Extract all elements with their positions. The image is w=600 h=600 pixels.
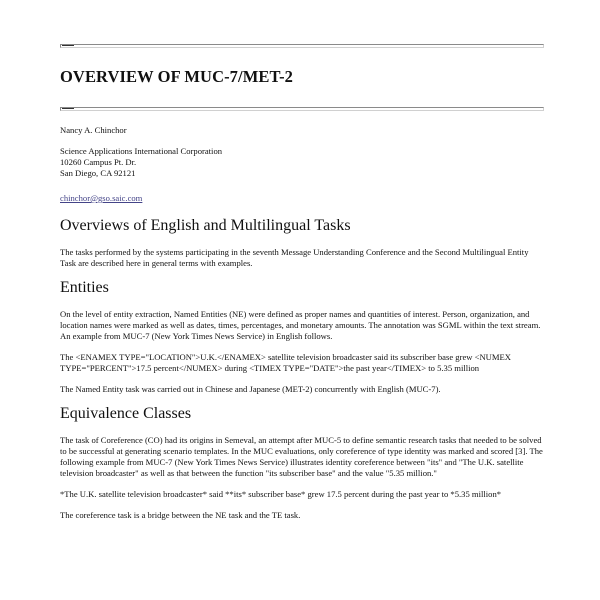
equivalence-paragraph-3: The coreference task is a bridge between the NE task and the TE task. bbox=[60, 510, 301, 520]
entities-example: The <ENAMEX TYPE="LOCATION">U.K.</ENAMEX> satellite television broadcaster said its subscriber base grew <NUMEX TYPE="PERCENT">17.5 percent</NUMEX> during <TIMEX TYPE="DATE">the past year</TIMEX> to 5.35 million bbox=[60, 352, 511, 373]
author-email-link[interactable]: chinchor@gso.saic.com bbox=[60, 193, 143, 203]
entities-paragraph-1: On the level of entity extraction, Named Entities (NE) were defined as proper names and quantities of interest. Person, organization, and location names were marked as well as dates, times, percentages, and monetary amounts. The annotation was SGML within the text stream. An example from MUC-7 (New York Times News Service) in English follows. bbox=[60, 309, 541, 341]
document-page bbox=[60, 44, 544, 531]
section-heading-entities: Entities bbox=[60, 279, 109, 296]
horizontal-rule bbox=[60, 107, 544, 111]
document-title: OVERVIEW OF MUC-7/MET-2 bbox=[60, 67, 294, 86]
author-name: Nancy A. Chinchor bbox=[60, 125, 127, 135]
horizontal-rule bbox=[60, 44, 544, 48]
affiliation-org: Science Applications International Corporation bbox=[60, 146, 223, 156]
section-heading-overview: Overviews of English and Multilingual Tasks bbox=[60, 217, 351, 234]
equivalence-example: *The U.K. satellite television broadcaster* said **its* subscriber base* grew 17.5 percent during the past year to *5.35 million* bbox=[60, 489, 502, 499]
entities-paragraph-3: The Named Entity task was carried out in Chinese and Japanese (MET-2) concurrently with English (MUC-7). bbox=[60, 384, 441, 394]
section-heading-equivalence: Equivalence Classes bbox=[60, 405, 192, 422]
overview-paragraph: The tasks performed by the systems participating in the seventh Message Understanding Conference and the Second Multilingual Entity Task are described here in general terms with examples. bbox=[60, 247, 529, 268]
equivalence-paragraph-1: The task of Coreference (CO) had its origins in Semeval, an attempt after MUC-5 to define semantic research tasks that needed to be solved to be successful at generating scenario templates. In the MUC evaluations, only coreference of type identity was marked and scored [3]. The following example from MUC-7 (New York Times News Service) illustrates identity coreference between "its" and "The U.K. satellite television broadcaster" as well as that between the function "its subscriber base" and the value "5.35 million." bbox=[60, 435, 543, 478]
author-address bbox=[60, 146, 544, 179]
affiliation-street: 10260 Campus Pt. Dr. bbox=[60, 157, 137, 167]
affiliation-city: San Diego, CA 92121 bbox=[60, 168, 136, 178]
